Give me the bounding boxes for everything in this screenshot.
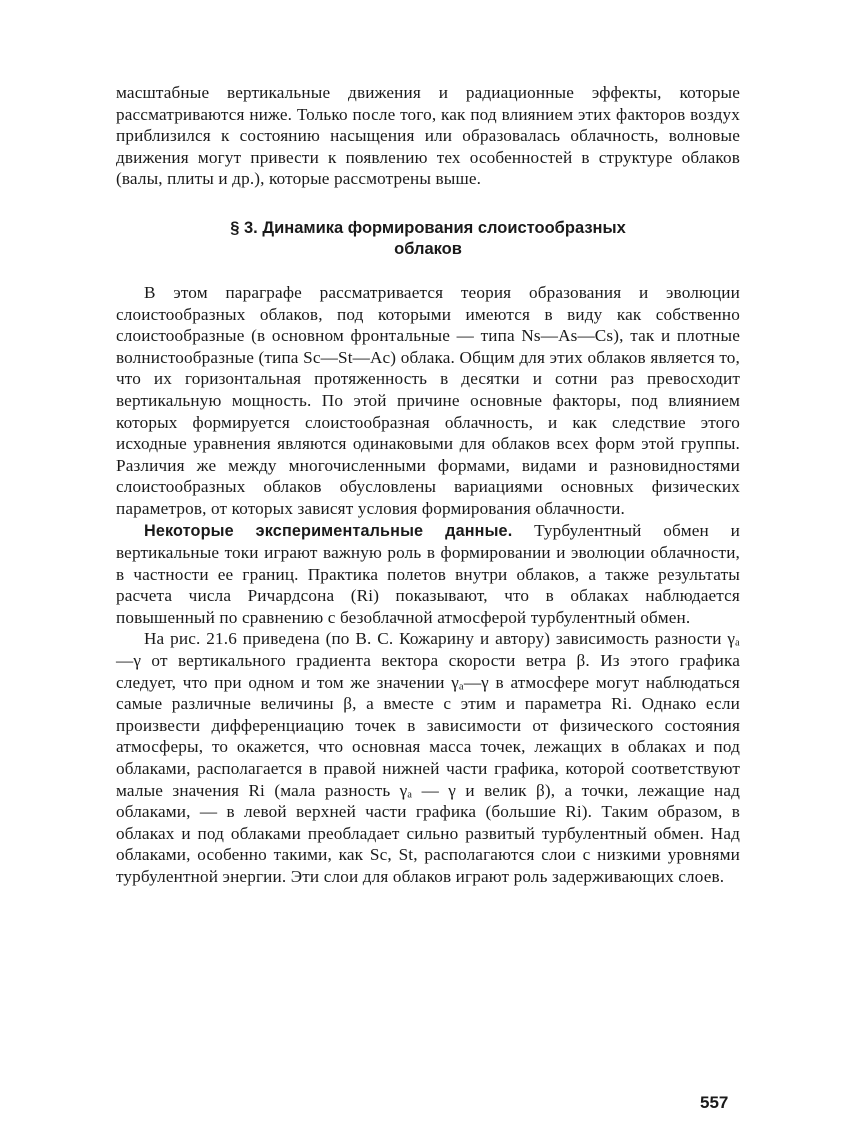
page-number: 557	[700, 1093, 729, 1112]
paragraph-figure-discussion: На рис. 21.6 приведена (по В. С. Кожарину и автору) зависимость разности γₐ—γ от вертикального градиента вектора скорости ветра β. Из этого графика следует, что при одном и том же значении γₐ—γ в атмосфере могут наблюдаться самые различные величины β, а вместе с этим и параметра Ri. Однако если произвести дифференциацию точек в зависимости от физического состояния атмосферы, то окажется, что основная масса точек, лежащих в облаках и под облаками, располагается в правой нижней части графика, которой соответствуют малые значения Ri (мала разность γₐ — γ и велик β), а точки, лежащие над облаками, — в левой верхней части графика (большие Ri). Таким образом, в облаках и под облаками преобладает сильно развитый турбулентный обмен. Над облаками, особенно такими, как Sc, St, располагаются слои с низкими уровнями турбулентной энергии. Эти слои для облаков играют роль задерживающих слоев.	[116, 629, 740, 886]
section-heading-line-1: § 3. Динамика формирования слоистообразных	[230, 218, 626, 237]
paragraph-experimental-data	[116, 520, 740, 629]
paragraph-experimental-data-text: Турбулентный обмен и вертикальные токи играют важную роль в формировании и эволюции облачности, в частности ее границ. Практика полетов внутри облаков, а также результаты расчета числа Ричардсона (Ri) показывают, что в облаках наблюдается повышенный по сравнению с безоблачной атмосферой турбулентный обмен.	[116, 520, 740, 627]
paragraph-lead-in: Некоторые экспериментальные данные.	[144, 521, 513, 540]
section-heading	[116, 218, 740, 260]
page-body	[116, 82, 740, 888]
paragraph-introduction: В этом параграфе рассматривается теория образования и эволюции слоистообразных облаков, под которыми имеются в виду как собственно слоистообразные (в основном фронтальные — типа Ns—As—Cs), так и плотные волнистообразные (типа Sc—St—Ac) облака. Общим для этих облаков является то, что их горизонтальная протяженность в десятки и сотни раз превосходит вертикальную мощность. По этой причине основные факторы, под влиянием которых формируется слоистообразная облачность, и как следствие этого исходные уравнения являются одинаковыми для облаков всех форм этой группы. Различия же между многочисленными формами, видами и разновидностями слоистообразных облаков обусловлены вариациями основных физических параметров, от которых зависят условия формирования облачности.	[116, 282, 740, 518]
paragraph-continuation: масштабные вертикальные движения и радиационные эффекты, которые рассматриваются ниже. Только после того, как под влиянием этих факторов воздух приблизился к состоянию насыщения или образовалась облачность, волновые движения могут привести к появлению тех особенностей в структуре облаков (валы, плиты и др.), которые рассмотрены выше.	[116, 83, 740, 189]
section-heading-line-2: облаков	[394, 239, 462, 258]
